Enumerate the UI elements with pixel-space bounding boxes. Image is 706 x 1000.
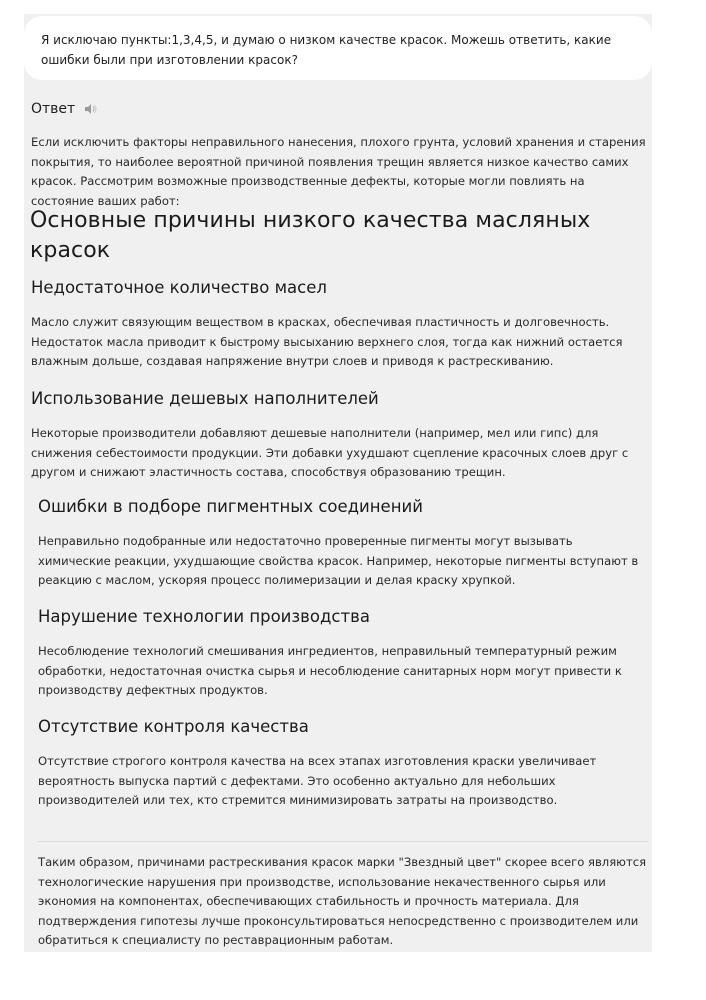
divider	[38, 841, 648, 842]
section-title: Нарушение технологии производства	[38, 607, 370, 626]
section-title: Недостаточное количество масел	[31, 278, 327, 297]
speaker-icon[interactable]	[83, 102, 99, 116]
section-title: Ошибки в подборе пигментных соединений	[38, 497, 423, 516]
section-body: Неправильно подобранные или недостаточно проверенные пигменты могут вызывать химические реакции, ухудшающие свойства красок. Например, некоторые пигменты вступают в реакцию с маслом, ускоряя процесс полимеризации и делая краску хрупкой.	[38, 534, 639, 587]
answer-heading: Основные причины низкого качества масляных красок	[30, 208, 591, 263]
answer-intro: Если исключить факторы неправильного нанесения, плохого грунта, условий хранения и старения покрытия, то наиболее вероятной причиной появления трещин является низкое качество самих красок. Рассмотрим возможные производственные дефекты, которые могли повлиять на состояние ваших работ:	[31, 135, 646, 208]
answer-conclusion: Таким образом, причинами растрескивания красок марки "Звездный цвет" скорее всего являются технологические нарушения при производстве, использование некачественного сырья или экономия на компонентах, обеспечивающих стабильность и прочность материала. Для подтверждения гипотезы лучше проконсультироваться непосредственно с производителем или обратиться к специалисту по реставрационным работам.	[38, 855, 647, 947]
section-body: Отсутствие строгого контроля качества на всех этапах изготовления краски увеличивает вероятность выпуска партий с дефектами. Это особенно актуально для небольших производителей или тех, кто стремится минимизировать затраты на производство.	[38, 754, 597, 807]
user-message-text: Я исключаю пункты:1,3,4,5, и думаю о низком качестве красок. Можешь ответить, какие ошибки были при изготовлении красок?	[41, 33, 612, 67]
answer-header	[31, 101, 99, 117]
section-body: Несоблюдение технологий смешивания ингредиентов, неправильный температурный режим обработки, недостаточная очистка сырья и несоблюдение санитарных норм могут привести к производству дефектных продуктов.	[38, 644, 622, 697]
user-message-bubble	[24, 16, 652, 80]
section-title: Отсутствие контроля качества	[38, 717, 309, 736]
section-body: Масло служит связующим веществом в красках, обеспечивая пластичность и долговечность. Недостаток масла приводит к быстрому высыханию верхнего слоя, тогда как нижний остается влажным дольше, создавая напряжение внутри слоев и приводя к растрескиванию.	[31, 315, 623, 368]
section-body: Некоторые производители добавляют дешевые наполнители (например, мел или гипс) для снижения себестоимости продукции. Эти добавки ухудшают сцепление красочных слоев друг с другом и снижают эластичность состава, способствуя образованию трещин.	[31, 426, 629, 479]
answer-label: Ответ	[31, 101, 76, 117]
section-title: Использование дешевых наполнителей	[31, 389, 379, 408]
